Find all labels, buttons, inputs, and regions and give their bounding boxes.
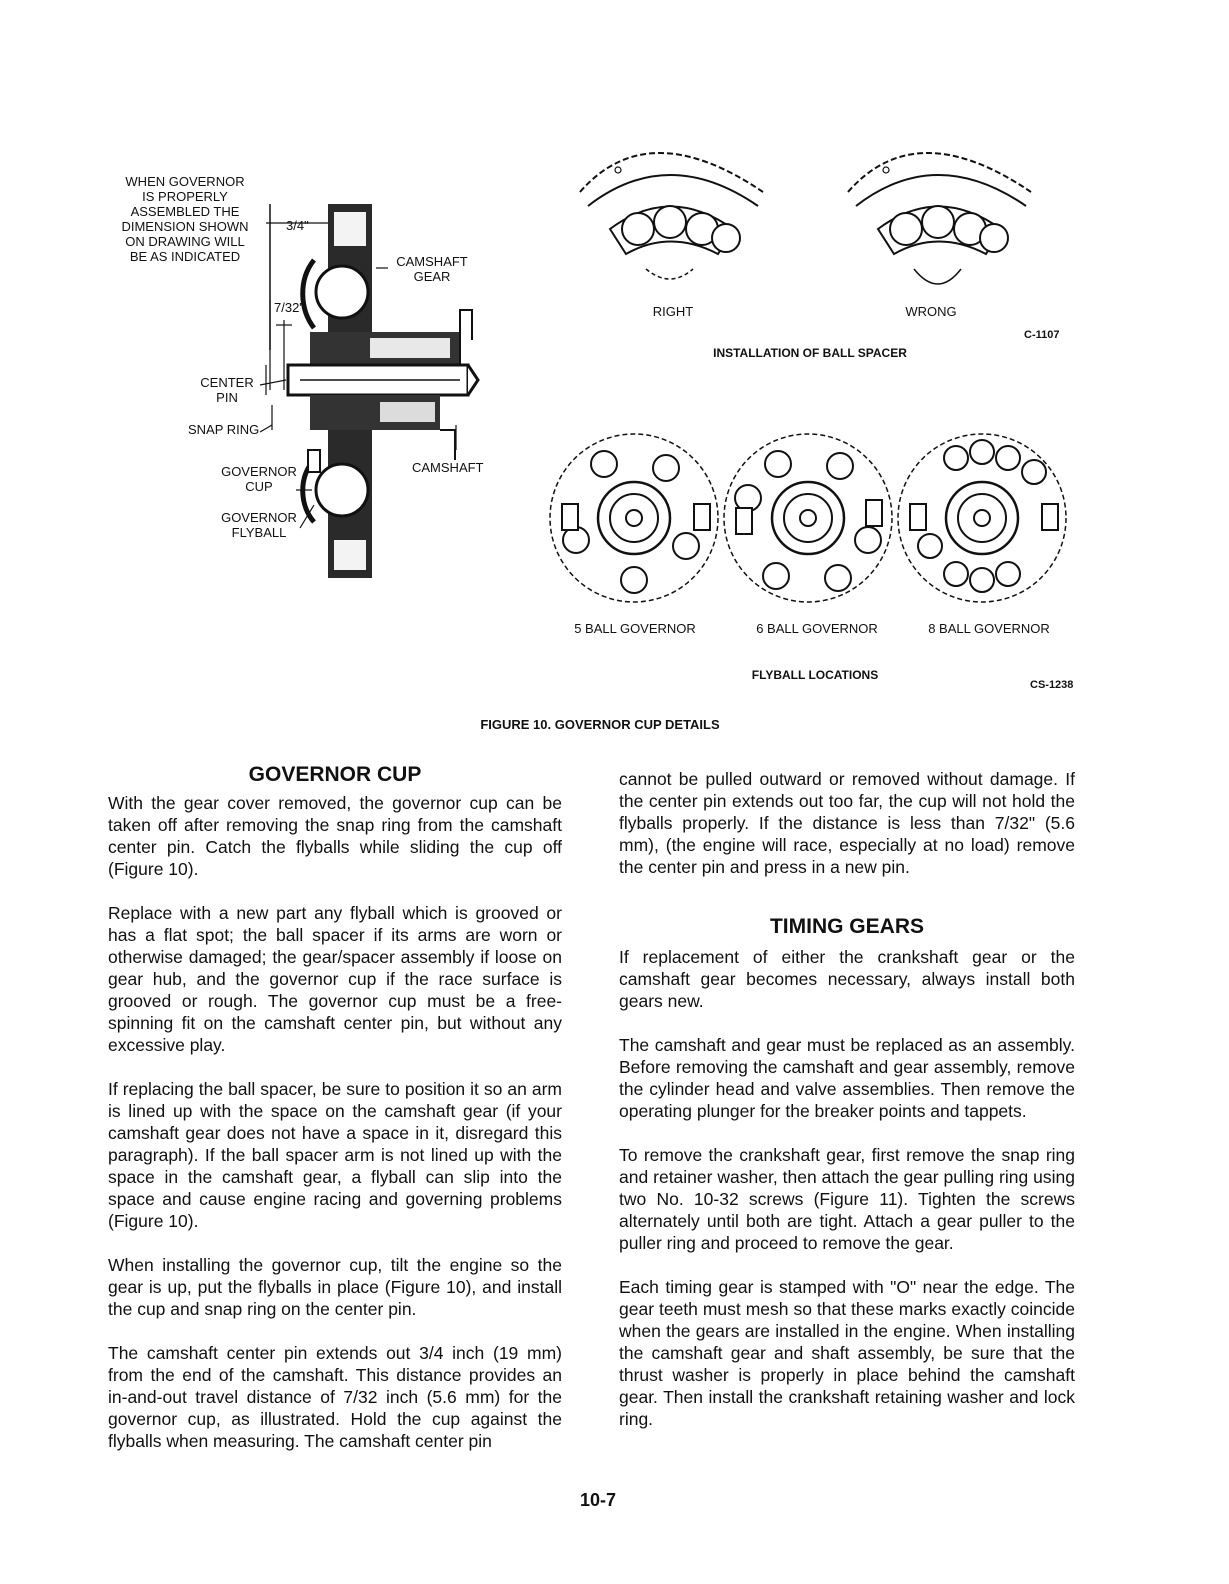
spacer-wrong-label: WRONG — [905, 304, 957, 319]
spacer-figure-title: INSTALLATION OF BALL SPACER — [713, 346, 907, 360]
flyball-locations-title: FLYBALL LOCATIONS — [751, 668, 879, 682]
page-number: 10-7 — [580, 1490, 617, 1510]
label-line: GOVERNOR — [221, 510, 297, 525]
paragraph: The camshaft center pin extends out 3/4 inch (19 mm) from the end of the camshaft. This distance provides an in-and-out travel distance of 7/32 inch (5.6 mm) for the governor cup, as illustrated. Hold the cup against the flyballs when measuring. The camshaft center pin — [108, 1343, 562, 1451]
label-line: CAMSHAFT — [396, 254, 468, 269]
five-ball-governor-label: 5 BALL GOVERNOR — [574, 621, 696, 636]
label-line: PIN — [216, 390, 238, 405]
note-line: DIMENSION SHOWN — [121, 219, 249, 234]
governor-note — [110, 174, 260, 264]
governor-cup-label — [214, 464, 304, 494]
label-line: CENTER — [200, 375, 254, 390]
paragraph: Each timing gear is stamped with "O" near the edge. The gear teeth must mesh so that these marks exactly coincide when the gears are installed in the engine. When installing the camshaft gear and shaft assembly, be sure that the thrust washer is properly in place behind the camshaft gear. Then install the crankshaft retaining washer and lock ring. — [619, 1277, 1075, 1429]
paragraph: The camshaft and gear must be replaced as an assembly. Before removing the camshaft and gear assembly, remove the cylinder head and valve assemblies. Then remove the operating plunger for the breaker points and tappets. — [619, 1035, 1075, 1121]
note-line: ASSEMBLED THE — [130, 204, 240, 219]
note-line: WHEN GOVERNOR — [125, 174, 245, 189]
figure-caption: FIGURE 10. GOVERNOR CUP DETAILS — [480, 717, 720, 732]
flyball-locations-drawing — [548, 428, 1068, 618]
label-line: GEAR — [413, 269, 451, 284]
paragraph: With the gear cover removed, the governor cup can be taken off after removing the snap ring from the camshaft center pin. Catch the flyballs while sliding the cup off (Figure 10). — [108, 793, 562, 879]
eight-ball-governor-illustration — [898, 434, 1066, 602]
paragraph: To remove the crankshaft gear, first remove the snap ring and retainer washer, then attach the gear pulling ring using two No. 10-32 screws (Figure 11). Tighten the screws alternately until both are tight. Attach a gear puller to the puller ring and proceed to remove the gear. — [619, 1145, 1075, 1253]
note-line: ON DRAWING WILL — [125, 234, 245, 249]
six-ball-governor-illustration — [724, 434, 892, 602]
ball-spacer-diagram — [568, 134, 1068, 314]
camshaft-gear-label — [392, 254, 472, 284]
governor-flyball-label — [214, 510, 304, 540]
label-line: GOVERNOR — [221, 464, 297, 479]
paragraph: Replace with a new part any flyball which is grooved or has a flat spot; the ball spacer if its arms are worn or otherwise damaged; the gear/spacer assembly if loose on gear hub, and the governor cup if the race surface is grooved or rough. The governor cup must be a free-spinning fit on the camshaft center pin, but without any excessive play. — [108, 903, 562, 1055]
dimension-three-quarter-label: 3/4" — [286, 218, 309, 233]
spacer-figure-code: C-1107 — [1024, 329, 1060, 341]
governor-cup-heading: GOVERNOR CUP — [248, 763, 422, 786]
paragraph: When installing the governor cup, tilt the engine so the gear is up, put the flyballs in place (Figure 10), and install the cup and snap ring on the center pin. — [108, 1255, 562, 1319]
six-ball-governor-label: 6 BALL GOVERNOR — [756, 621, 878, 636]
continued-paragraph: cannot be pulled outward or removed without damage. If the center pin extends out too far, the cup will not hold the flyballs properly. If the distance is less than 7/32" (5.6 mm), (the engine will race, especially at no load) remove the center pin and press in a new pin. — [619, 769, 1075, 877]
spacer-right-illustration — [580, 153, 763, 279]
center-pin-label — [192, 375, 262, 405]
paragraph: If replacement of either the crankshaft gear or the camshaft gear becomes necessary, always install both gears new. — [619, 947, 1075, 1011]
ball-spacer-drawing — [568, 134, 1068, 314]
timing-gears-heading: TIMING GEARS — [769, 915, 924, 938]
flyball-figure-code: CS-1238 — [1030, 679, 1074, 691]
camshaft-label: CAMSHAFT — [412, 460, 484, 475]
note-line: IS PROPERLY — [142, 189, 228, 204]
spacer-wrong-illustration — [848, 153, 1031, 284]
snap-ring-label: SNAP RING — [188, 422, 260, 437]
label-line: FLYBALL — [231, 525, 287, 540]
left-text-column — [108, 762, 562, 1452]
label-line: CUP — [245, 479, 273, 494]
spacer-right-label: RIGHT — [652, 304, 694, 319]
right-text-column — [619, 768, 1075, 1430]
five-ball-governor-illustration — [550, 434, 718, 602]
eight-ball-governor-label: 8 BALL GOVERNOR — [928, 621, 1050, 636]
paragraph: If replacing the ball spacer, be sure to position it so an arm is lined up with the space on the camshaft gear (if your camshaft gear does not have a space in it, disregard this paragraph). If the ball spacer arm is not lined up with the space in the camshaft gear, a flyball can slip into the space and cause engine racing and governing problems (Figure 10). — [108, 1079, 562, 1231]
dimension-seven-32-label: 7/32" — [274, 300, 304, 315]
note-line: BE AS INDICATED — [129, 249, 241, 264]
flyball-locations-diagram — [548, 428, 1068, 618]
